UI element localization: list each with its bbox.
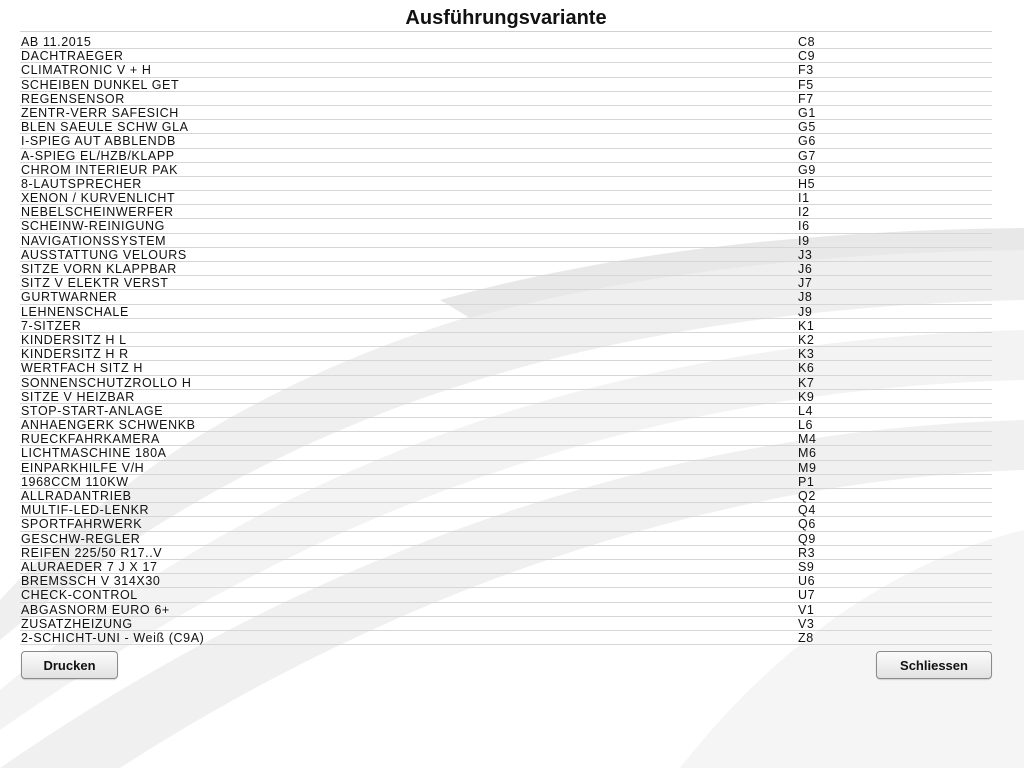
- variant-row: [20, 376, 992, 390]
- variant-description: ALLRADANTRIEB: [21, 489, 132, 503]
- variant-description: BREMSSCH V 314X30: [21, 574, 161, 589]
- variant-description: LICHTMASCHINE 180A: [21, 446, 167, 461]
- variant-description: EINPARKHILFE V/H: [21, 460, 145, 475]
- variant-row: [20, 248, 992, 262]
- variant-code: V1: [798, 602, 815, 617]
- variant-description: SONNENSCHUTZROLLO H: [21, 375, 192, 390]
- variant-code: G7: [798, 148, 816, 163]
- variant-row: [20, 219, 992, 233]
- variant-code: C9: [798, 49, 816, 64]
- variant-row: [20, 63, 992, 77]
- variant-row: [20, 191, 992, 205]
- variant-row: [20, 574, 992, 588]
- variant-code: U6: [798, 574, 816, 589]
- variant-description: SCHEIBEN DUNKEL GET: [21, 77, 180, 92]
- variant-code: G9: [798, 162, 816, 177]
- variant-row: [20, 347, 992, 361]
- title-divider: [20, 31, 992, 32]
- variant-description: NEBELSCHEINWERFER: [21, 205, 174, 220]
- variant-code: C8: [798, 35, 816, 49]
- variant-description: WERTFACH SITZ H: [21, 361, 143, 376]
- page-title: Ausführungsvariante: [405, 7, 607, 29]
- variant-code: K9: [798, 389, 815, 404]
- variant-code: G5: [798, 120, 816, 135]
- variant-description: A-SPIEG EL/HZB/KLAPP: [21, 148, 175, 163]
- variant-row: [20, 546, 992, 560]
- variant-row: [20, 163, 992, 177]
- variant-description: GESCHW-REGLER: [21, 531, 141, 546]
- variant-code: H5: [798, 176, 816, 191]
- variant-description: 8-LAUTSPRECHER: [21, 176, 142, 191]
- variant-row: [20, 588, 992, 602]
- variant-description: I-SPIEG AUT ABBLENDB: [21, 134, 176, 149]
- variant-code: M6: [798, 446, 817, 461]
- variant-row: [20, 333, 992, 347]
- variant-description: DACHTRAEGER: [21, 49, 124, 64]
- variant-code: K2: [798, 332, 815, 347]
- variant-row: [20, 290, 992, 304]
- variant-row: [20, 432, 992, 446]
- variant-row: [20, 418, 992, 432]
- variant-code: G1: [798, 105, 816, 120]
- variant-code: F3: [798, 63, 814, 78]
- variant-row: [20, 49, 992, 63]
- variant-row: [20, 503, 992, 517]
- variant-description: SITZ V ELEKTR VERST: [21, 276, 169, 291]
- variant-description: 2-SCHICHT-UNI - Weiß (C9A): [21, 630, 205, 645]
- variant-row: [20, 120, 992, 134]
- variant-row: [20, 134, 992, 148]
- variant-row: [20, 631, 992, 645]
- variant-code: J7: [798, 276, 813, 291]
- variant-description: CLIMATRONIC V + H: [21, 63, 152, 78]
- variant-description: MULTIF-LED-LENKR: [21, 503, 150, 518]
- variant-row: [20, 149, 992, 163]
- variant-code: Q4: [798, 503, 816, 518]
- variant-description: REGENSENSOR: [21, 91, 125, 106]
- variant-code: J8: [798, 290, 813, 305]
- variant-row: [20, 205, 992, 219]
- variant-description: RUECKFAHRKAMERA: [21, 432, 160, 447]
- variant-description: CHROM INTERIEUR PAK: [21, 162, 179, 177]
- variant-code: V3: [798, 616, 815, 631]
- variant-row: [20, 262, 992, 276]
- variant-description: REIFEN 225/50 R17..V: [21, 545, 163, 560]
- variant-row: [20, 404, 992, 418]
- variant-description: ANHAENGERK SCHWENKB: [21, 418, 196, 433]
- variant-code: J6: [798, 262, 813, 276]
- variant-code: K3: [798, 347, 815, 362]
- variant-code: Z8: [798, 630, 814, 645]
- variant-code: P1: [798, 474, 815, 489]
- variant-row: [20, 390, 992, 404]
- variant-code: F7: [798, 91, 814, 106]
- variant-description: ALURAEDER 7 J X 17: [21, 559, 158, 574]
- variant-row: [20, 489, 992, 503]
- close-button[interactable]: Schliessen: [876, 651, 992, 679]
- variant-description: KINDERSITZ H L: [21, 332, 127, 347]
- variant-row: [20, 106, 992, 120]
- variant-code: S9: [798, 559, 815, 574]
- variant-code: K6: [798, 361, 815, 376]
- variant-code: M9: [798, 460, 817, 475]
- variant-code: R3: [798, 545, 816, 560]
- variant-row: [20, 78, 992, 92]
- variant-row: [20, 234, 992, 248]
- variant-description: GURTWARNER: [21, 290, 118, 305]
- variant-description: AUSSTATTUNG VELOURS: [21, 247, 187, 262]
- variant-row: [20, 517, 992, 531]
- variant-code: Q9: [798, 531, 816, 546]
- variant-code: M4: [798, 432, 817, 447]
- variant-description: SITZE V HEIZBAR: [21, 389, 135, 404]
- variant-code: J9: [798, 304, 813, 319]
- variant-row: [20, 361, 992, 375]
- variant-code: I2: [798, 205, 810, 220]
- variant-description: NAVIGATIONSSYSTEM: [21, 233, 167, 248]
- variant-code: K1: [798, 318, 815, 333]
- variant-code: I6: [798, 219, 810, 234]
- variant-row: [20, 475, 992, 489]
- variant-code: K7: [798, 375, 815, 390]
- variant-code: U7: [798, 588, 816, 603]
- variant-description: KINDERSITZ H R: [21, 347, 129, 362]
- variant-code: L6: [798, 418, 814, 433]
- variant-description: ZENTR-VERR SAFESICH: [21, 105, 179, 120]
- variant-row: [20, 603, 992, 617]
- variant-description: STOP-START-ANLAGE: [21, 403, 164, 418]
- variant-description: LEHNENSCHALE: [21, 304, 129, 319]
- variant-description: BLEN SAEULE SCHW GLA: [21, 120, 189, 135]
- variant-description: SCHEINW-REINIGUNG: [21, 219, 166, 234]
- variant-row: [20, 446, 992, 460]
- variant-description: CHECK-CONTROL: [21, 588, 138, 603]
- variant-description: SITZE VORN KLAPPBAR: [21, 262, 177, 276]
- variant-row: [20, 319, 992, 333]
- variant-code: G6: [798, 134, 816, 149]
- variant-description: 7-SITZER: [21, 318, 82, 333]
- variant-description: AB 11.2015: [21, 35, 92, 49]
- variant-row: [20, 461, 992, 475]
- print-button[interactable]: Drucken: [21, 651, 118, 679]
- variant-code: Q2: [798, 489, 816, 503]
- variant-code: J3: [798, 247, 813, 262]
- variant-row: [20, 617, 992, 631]
- variant-row: [20, 92, 992, 106]
- variant-row: [20, 35, 992, 49]
- variant-row: [20, 276, 992, 290]
- variant-code: F5: [798, 77, 814, 92]
- variant-code: L4: [798, 403, 814, 418]
- variant-code: I1: [798, 191, 810, 206]
- variant-row: [20, 560, 992, 574]
- variant-code: I9: [798, 233, 810, 248]
- variant-description: ZUSATZHEIZUNG: [21, 616, 133, 631]
- variant-code: Q6: [798, 517, 816, 532]
- variant-row: [20, 305, 992, 319]
- variant-list: [20, 35, 992, 645]
- variant-row: [20, 177, 992, 191]
- variant-description: ABGASNORM EURO 6+: [21, 602, 170, 617]
- variant-row: [20, 532, 992, 546]
- variant-description: 1968CCM 110KW: [21, 474, 129, 489]
- variant-description: XENON / KURVENLICHT: [21, 191, 176, 206]
- variant-description: SPORTFAHRWERK: [21, 517, 143, 532]
